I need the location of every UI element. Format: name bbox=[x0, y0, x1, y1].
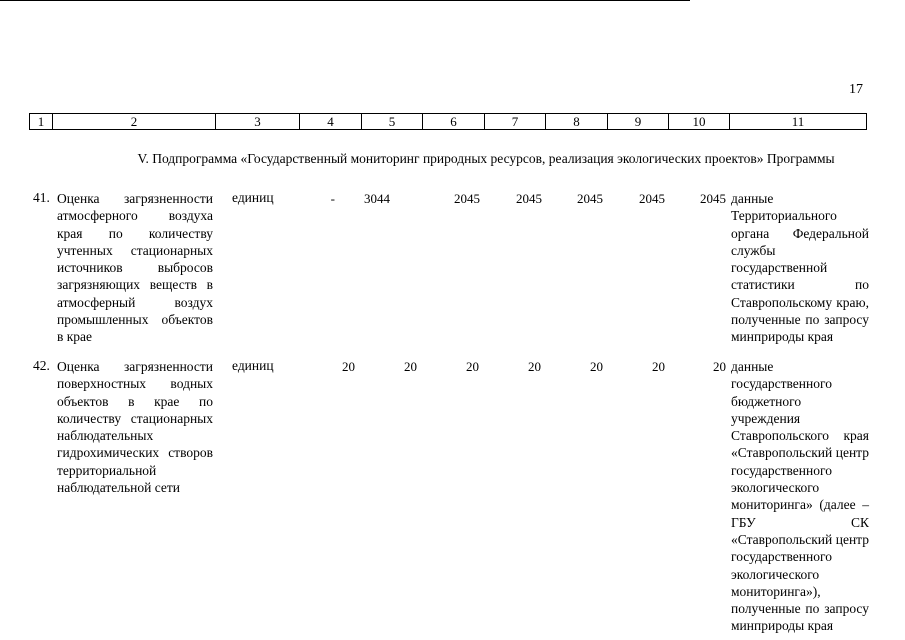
row-number: 42. bbox=[33, 358, 50, 373]
column-number: 10 bbox=[669, 114, 730, 130]
column-number: 8 bbox=[546, 114, 608, 130]
value-cell: 20 bbox=[528, 359, 541, 374]
column-number: 11 bbox=[730, 114, 867, 130]
column-number: 4 bbox=[300, 114, 362, 130]
value-cell: - bbox=[330, 191, 335, 206]
column-number: 5 bbox=[362, 114, 423, 130]
value-cell: 2045 bbox=[454, 191, 480, 206]
value-cell: 20 bbox=[466, 359, 479, 374]
value-cell: 2045 bbox=[639, 191, 665, 206]
indicator-name: Оценка загрязненности поверхностных водных объектов в крае по количеству стационарных наблюдательных гидрохимических створов территориальной наблюдательной сети bbox=[57, 359, 213, 496]
page-number: 17 bbox=[849, 82, 863, 97]
section-title: V. Подпрограмма «Государственный мониторинг природных ресурсов, реализация экологических проектов» Программы bbox=[137, 151, 835, 166]
row-number: 41. bbox=[33, 190, 50, 205]
value-cell: 20 bbox=[590, 359, 603, 374]
value-cell: 2045 bbox=[700, 191, 726, 206]
indicator-name: Оценка загрязненности атмосферного воздуха края по количеству учтенных стационарных источников выбросов загрязняющих веществ в атмосферный воздух промышленных объектов в крае bbox=[57, 191, 213, 345]
value-cell: 20 bbox=[404, 359, 417, 374]
column-number: 3 bbox=[216, 114, 300, 130]
column-number: 7 bbox=[485, 114, 546, 130]
top-rule bbox=[0, 0, 690, 1]
column-number: 6 bbox=[423, 114, 485, 130]
value-cell: 20 bbox=[342, 359, 355, 374]
data-source: данные государственного бюджетного учреждения Ставропольского края «Ставропольский центр государственного экологического мониторинга» (далее – ГБУ СК «Ставропольский центр государственного экологического мониторинга»), полученные по запросу минприроды края bbox=[731, 359, 869, 634]
value-cell: 20 bbox=[713, 359, 726, 374]
value-cell: 2045 bbox=[516, 191, 542, 206]
value-cell: 2045 bbox=[577, 191, 603, 206]
column-number: 9 bbox=[608, 114, 669, 130]
column-number: 1 bbox=[30, 114, 53, 130]
unit-of-measure: единиц bbox=[232, 190, 274, 205]
column-number: 2 bbox=[53, 114, 216, 130]
data-source: данные Территориального органа Федеральной службы государственной статистики по Ставропольскому краю, полученные по запросу минприроды края bbox=[731, 191, 869, 345]
unit-of-measure: единиц bbox=[232, 358, 274, 373]
value-cell: 20 bbox=[652, 359, 665, 374]
value-cell: 3044 bbox=[364, 191, 390, 206]
column-number-header bbox=[29, 113, 867, 130]
